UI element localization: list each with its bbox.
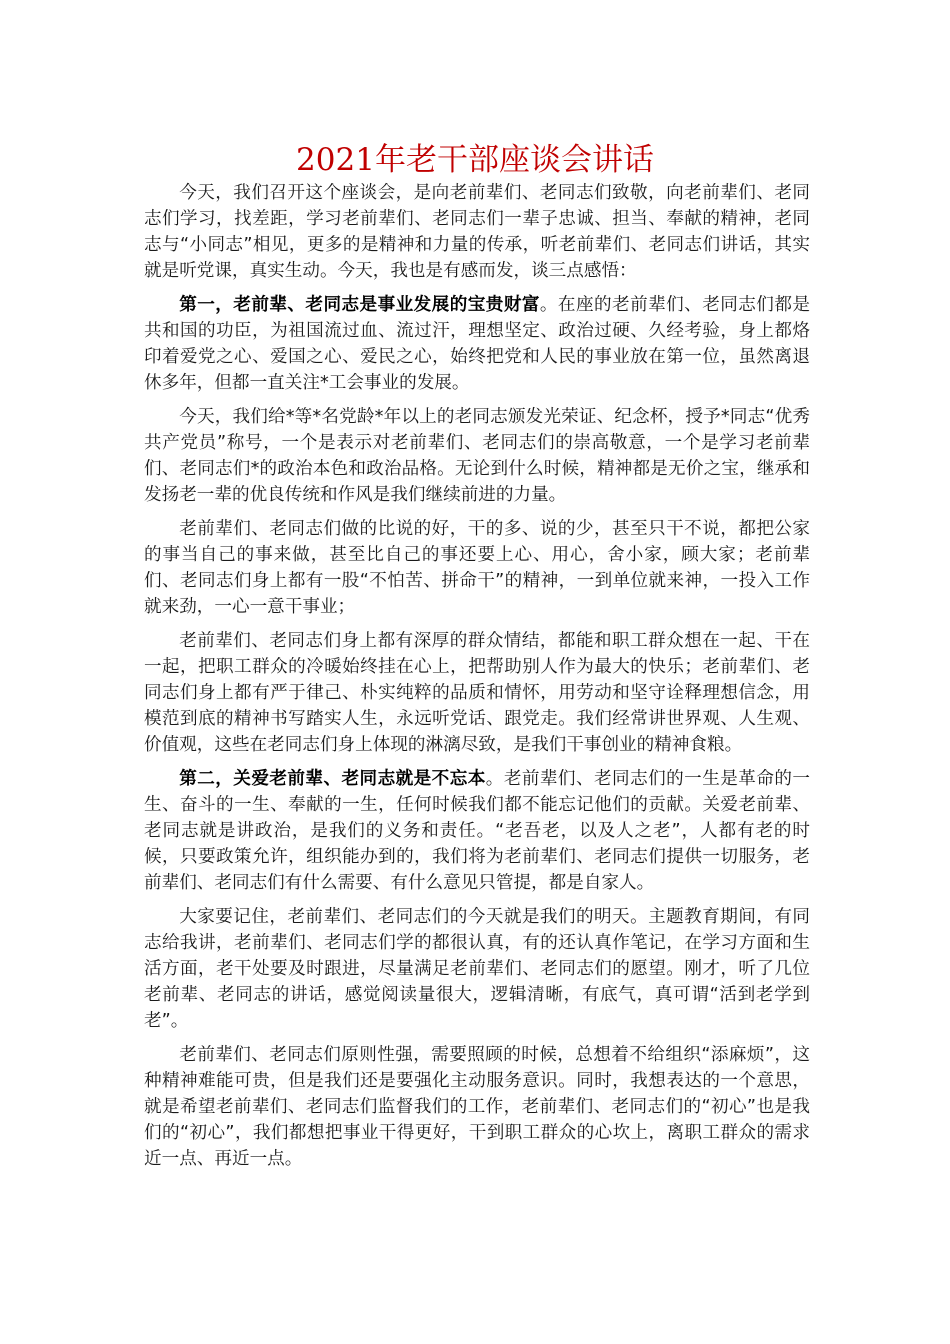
paragraph-text: 老前辈们、老同志们身上都有深厚的群众情结，都能和职工群众想在一起、干在一起，把职工群众的冷暖始终挂在心上，把帮助别人作为最大的快乐；老前辈们、老同志们身上都有严于律己、朴实纯粹的品质和情怀，用劳动和坚守诠释理想信念，用模范到底的精神书写踏实人生，永远听党话、跟党走。我们经常讲世界观、人生观、价值观，这些在老同志们身上体现的淋漓尽致，是我们干事创业的精神食粮。 — [144, 631, 810, 755]
paragraph-5 — [144, 628, 810, 758]
paragraph-4 — [144, 516, 810, 620]
paragraph-text: 老前辈们、老同志们原则性强，需要照顾的时候，总想着不给组织“添麻烦”，这种精神难能可贵，但是我们还是要强化主动服务意识。同时，我想表达的一个意思，就是希望老前辈们、老同志们监督我们的工作，老前辈们、老同志们的“初心”也是我们的“初心”，我们都想把事业干得更好，干到职工群众的心坎上，离职工群众的需求近一点、再近一点。 — [144, 1045, 810, 1169]
paragraph-lead: 第一，老前辈、老同志是事业发展的宝贵财富 — [179, 295, 540, 315]
paragraph-8 — [144, 1042, 810, 1172]
document-title: 2021年老干部座谈会讲话 — [296, 142, 654, 178]
paragraph-text: 大家要记住，老前辈们、老同志们的今天就是我们的明天。主题教育期间，有同志给我讲，老前辈们、老同志们学的都很认真，有的还认真作笔记，在学习方面和生活方面，老干处要及时跟进，尽量满足老前辈们、老同志们的愿望。刚才，听了几位老前辈、老同志的讲话，感觉阅读量很大，逻辑清晰，有底气，真可谓“活到老学到老”。 — [144, 907, 810, 1031]
paragraph-6 — [144, 766, 810, 896]
document-body — [144, 180, 810, 1180]
paragraph-text: 。老前辈们、老同志们的一生是革命的一生、奋斗的一生、奉献的一生，任何时候我们都不能忘记他们的贡献。关爱老前辈、老同志就是讲政治，是我们的义务和责任。“老吾老，以及人之老”，人都有老的时候，只要政策允许，组织能办到的，我们将为老前辈们、老同志们提供一切服务，老前辈们、老同志们有什么需要、有什么意见只管提，都是自家人。 — [144, 769, 810, 893]
paragraph-text: 。在座的老前辈们、老同志们都是共和国的功臣，为祖国流过血、流过汗，理想坚定、政治过硬、久经考验，身上都烙印着爱党之心、爱国之心、爱民之心，始终把党和人民的事业放在第一位，虽然离退休多年，但都一直关注*工会事业的发展。 — [144, 295, 810, 393]
paragraph-3 — [144, 404, 810, 508]
paragraph-text: 今天，我们给*等*名党龄*年以上的老同志颁发光荣证、纪念杯，授予*同志“优秀共产党员”称号，一个是表示对老前辈们、老同志们的崇高敬意，一个是学习老前辈们、老同志们*的政治本色和政治品格。无论到什么时候，精神都是无价之宝，继承和发扬老一辈的优良传统和作风是我们继续前进的力量。 — [144, 407, 810, 505]
paragraph-lead: 第二，关爱老前辈、老同志就是不忘本 — [179, 769, 486, 789]
paragraph-2 — [144, 292, 810, 396]
paragraph-7 — [144, 904, 810, 1034]
paragraph-text: 老前辈们、老同志们做的比说的好，干的多、说的少，甚至只干不说，都把公家的事当自己的事来做，甚至比自己的事还要上心、用心，舍小家，顾大家；老前辈们、老同志们身上都有一股“不怕苦、拼命干”的精神，一到单位就来神，一投入工作就来劲，一心一意干事业； — [144, 519, 810, 617]
paragraph-text: 今天，我们召开这个座谈会，是向老前辈们、老同志们致敬，向老前辈们、老同志们学习，找差距，学习老前辈们、老同志们一辈子忠诚、担当、奉献的精神，老同志与“小同志”相见，更多的是精神和力量的传承，听老前辈们、老同志们讲话，其实就是听党课，真实生动。今天，我也是有感而发，谈三点感悟： — [144, 183, 810, 281]
paragraph-1 — [144, 180, 810, 284]
